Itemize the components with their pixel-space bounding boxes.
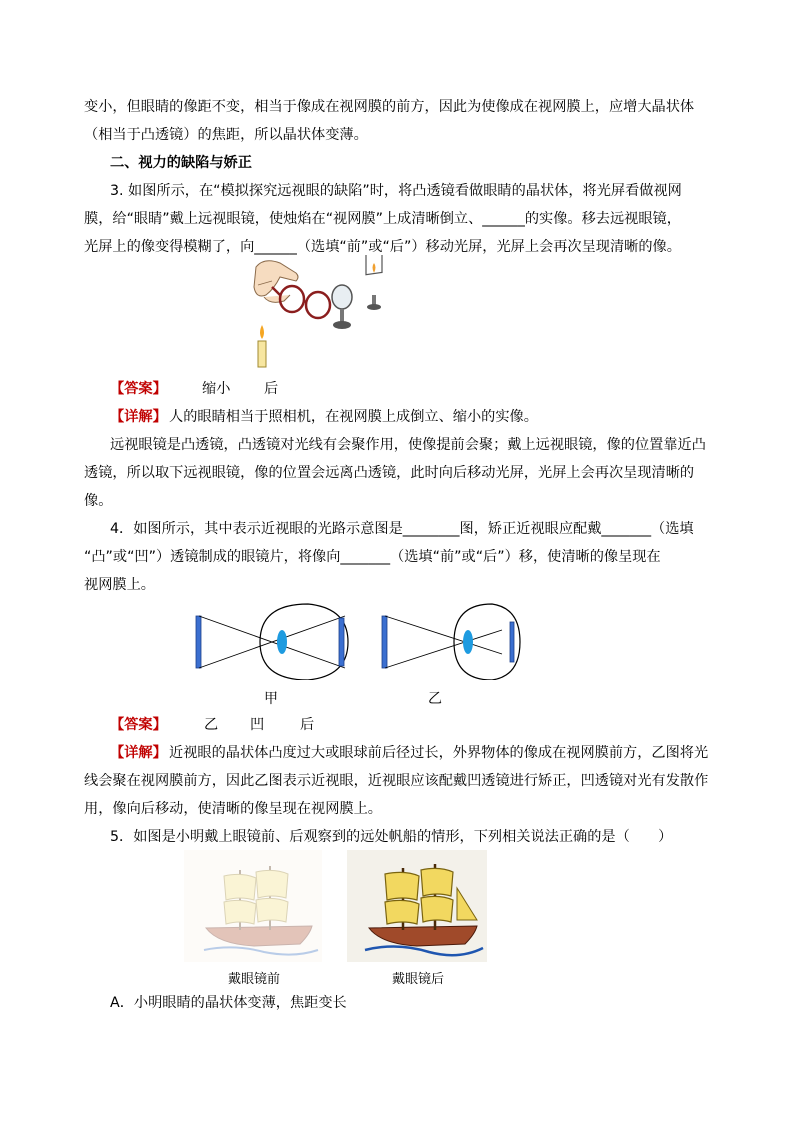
detail-tag: 【详解】 xyxy=(110,745,167,761)
question-3-line: 膜，给“眼睛”戴上远视眼镜，使烛焰在“视网膜”上成清晰倒立、______的实像。移去远视眼镜， xyxy=(84,211,681,227)
detail-line: 远视眼镜是凸透镜，凸透镜对光线有会聚作用，使像提前会聚；戴上远视眼镜，像的位置靠近凸 xyxy=(110,437,706,453)
paragraph-line: 变小，但眼睛的像距不变，相当于像成在视网膜的前方，因此为使像成在视网膜上，应增大晶状体 xyxy=(84,99,695,115)
option-a: A．小明眼睛的晶状体变薄，焦距变长 xyxy=(110,995,347,1011)
detail-line: 人的眼睛相当于照相机，在视网膜上成倒立、缩小的实像。 xyxy=(169,409,538,425)
answer-value: 乙 xyxy=(204,717,219,733)
section-heading: 二、视力的缺陷与娇正 xyxy=(110,155,252,171)
caption-after: 戴眼镜后 xyxy=(392,972,445,987)
screen-icon xyxy=(366,255,382,310)
detail-line: 像。 xyxy=(84,493,113,509)
question-3-line: 光屏上的像变得模糊了，向______（选填“前”或“后”）移动光屏，光屏上会再次呈现清晰的像。 xyxy=(84,239,681,255)
paragraph-line: （相当于凸透镜）的焦距，所以晶状体变薄。 xyxy=(84,127,368,143)
question-5-line: 5．如图是小明戴上眼镜前、后观察到的远处帆船的情形，下列相关说法正确的是（ ） xyxy=(110,829,673,845)
answer-value: 缩小 xyxy=(202,381,231,397)
question-4-line: 4．如图所示，其中表示近视眼的光路示意图是________图，矫正近视眼应配戴_______（选填 xyxy=(110,521,694,537)
detail-line: 近视眼的晶状体凸度过大或眼球前后径过长，外界物体的像成在视网膜前方，乙图将光 xyxy=(169,745,709,761)
ship-icon xyxy=(347,850,487,962)
answer-value: 凹 xyxy=(250,717,265,733)
caption-before: 戴眼镜前 xyxy=(228,972,281,987)
detail-tag: 【详解】 xyxy=(110,409,167,425)
ship-clear-image xyxy=(347,850,487,962)
question-4-line: “凸”或“凹”）透镜制成的眼镜片，将像向_______（选填“前”或“后”）移，使清晰的像呈现在 xyxy=(84,549,661,565)
glasses-icon xyxy=(272,286,330,318)
question-3-line: 3. 如图所示，在“模拟探究远视眼的缺陷”时，将凸透镜看做眼睛的晶状体，将光屏看做视网 xyxy=(110,183,682,199)
hand-icon xyxy=(254,261,298,303)
detail-line: 线会聚在视网膜前方，因此乙图表示近视眼，近视眼应该配戴凹透镜进行矫正，凹透镜对光有发散作 xyxy=(84,773,709,789)
detail-line: 透镜，所以取下远视眼镜，像的位置会远离凸透镜，此时向后移动光屏，光屏上会再次呈现清晰的 xyxy=(84,465,695,481)
ship-blurry-image xyxy=(184,850,322,962)
eye-diagram-b xyxy=(382,604,520,680)
answer-value: 后 xyxy=(264,381,279,397)
experiment-figure xyxy=(250,255,400,370)
figure-label: 甲 xyxy=(264,691,278,707)
question-4-line: 视网膜上。 xyxy=(84,577,155,593)
answer-tag: 【答案】 xyxy=(110,717,167,733)
answer-tag: 【答案】 xyxy=(110,381,167,397)
ship-icon xyxy=(184,850,322,962)
figure-label: 乙 xyxy=(428,691,442,707)
eye-diagram-a xyxy=(196,604,348,680)
candle-icon xyxy=(258,325,266,367)
answer-value: 后 xyxy=(300,717,315,733)
convex-lens-icon xyxy=(332,285,352,329)
eye-diagrams xyxy=(190,600,530,680)
detail-line: 用，像向后移动，使清晰的像呈现在视网膜上。 xyxy=(84,801,382,817)
